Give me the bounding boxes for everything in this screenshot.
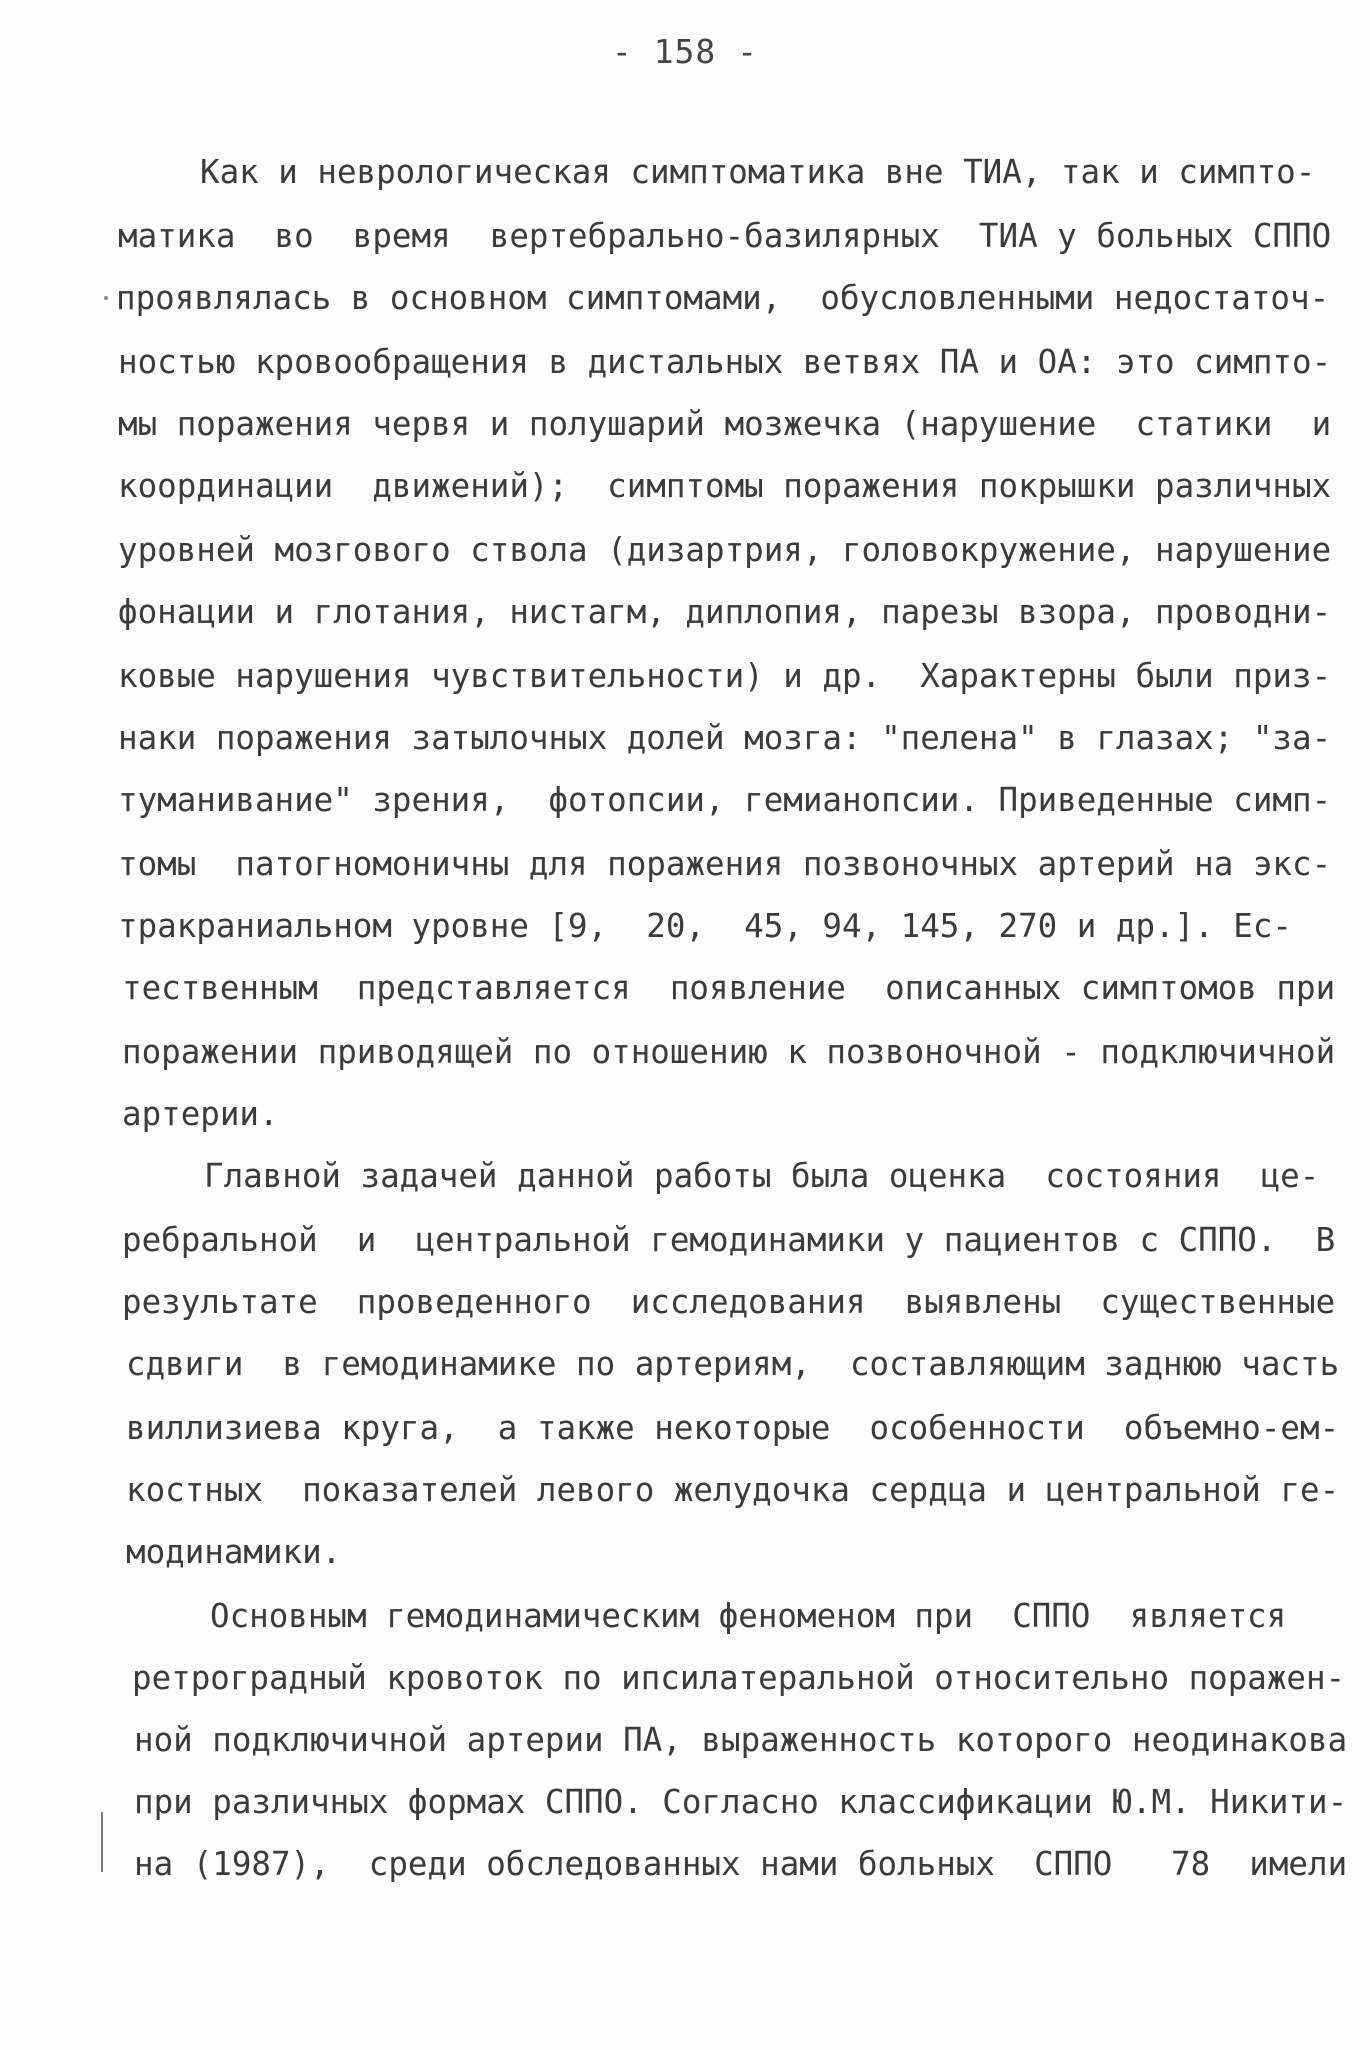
paragraph-1-line-5: мы поражения червя и полушарий мозжечка (нарушение статики и xyxy=(118,405,1332,443)
paragraph-3-line-5: на (1987), среди обследованных нами больных СППО 78 имели xyxy=(134,1845,1348,1883)
paragraph-1-line-13: тракраниальном уровне [9, 20, 45, 94, 145, 270 и др.]. Ес- xyxy=(118,907,1292,945)
paragraph-1-line-7: уровней мозгового ствола (дизартрия, головокружение, нарушение xyxy=(118,531,1332,569)
paragraph-1-line-16: артерии. xyxy=(122,1095,279,1133)
paragraph-2-line-7: модинамики. xyxy=(126,1533,342,1571)
paragraph-1-line-1: Как и неврологическая симптоматика вне ТИА, так и симпто- xyxy=(200,153,1316,191)
margin-line-mark xyxy=(101,1812,103,1872)
scan-dot-mark xyxy=(104,296,108,300)
paragraph-1-line-9: ковые нарушения чувствительности) и др. Характерны были приз- xyxy=(118,657,1332,695)
paragraph-3-line-3: ной подключичной артерии ПА, выраженность которого неодинакова xyxy=(134,1721,1348,1759)
paragraph-1-line-4: ностью кровообращения в дистальных ветвях ПА и ОА: это симпто- xyxy=(118,343,1332,381)
paragraph-3-line-4: при различных формах СППО. Согласно классификации Ю.М. Никити- xyxy=(134,1783,1348,1821)
paragraph-1-line-10: наки поражения затылочных долей мозга: "пелена" в глазах; "за- xyxy=(118,719,1332,757)
paragraph-3-line-1: Основным гемодинамическим феноменом при СППО является xyxy=(210,1597,1287,1635)
paragraph-1-line-6: координации движений); симптомы поражения покрышки различных xyxy=(118,467,1332,505)
paragraph-1-line-12: томы патогномоничны для поражения позвоночных артерий на экс- xyxy=(118,845,1332,883)
paragraph-2-line-2: ребральной и центральной гемодинамики у пациентов с СППО. В xyxy=(122,1221,1336,1259)
paragraph-1-line-3: проявлялась в основном симптомами, обусловленными недостаточ- xyxy=(116,279,1330,317)
paragraph-1-line-11: туманивание" зрения, фотопсии, гемианопсии. Приведенные симп- xyxy=(118,781,1332,819)
paragraph-3-line-2: ретроградный кровоток по ипсилатеральной относительно поражен- xyxy=(132,1659,1346,1697)
paragraph-1-line-2: матика во время вертебрально-базилярных ТИА у больных СППО xyxy=(118,217,1332,255)
paragraph-1-line-15: поражении приводящей по отношению к позвоночной - подключичной xyxy=(122,1033,1336,1071)
paragraph-2-line-1: Главной задачей данной работы была оценка состояния це- xyxy=(204,1157,1320,1195)
paragraph-2-line-4: сдвиги в гемодинамике по артериям, составляющим заднюю часть xyxy=(126,1345,1340,1383)
paragraph-2-line-5: виллизиева круга, а также некоторые особенности объемно-ем- xyxy=(126,1409,1340,1447)
paragraph-1-line-14: тественным представляется появление описанных симптомов при xyxy=(122,969,1336,1007)
page-number: - 158 - xyxy=(611,32,759,71)
paragraph-1-line-8: фонации и глотания, нистагм, диплопия, парезы взора, проводни- xyxy=(118,593,1332,631)
paragraph-2-line-6: костных показателей левого желудочка сердца и центральной ге- xyxy=(126,1471,1340,1509)
paragraph-2-line-3: результате проведенного исследования выявлены существенные xyxy=(122,1283,1336,1321)
